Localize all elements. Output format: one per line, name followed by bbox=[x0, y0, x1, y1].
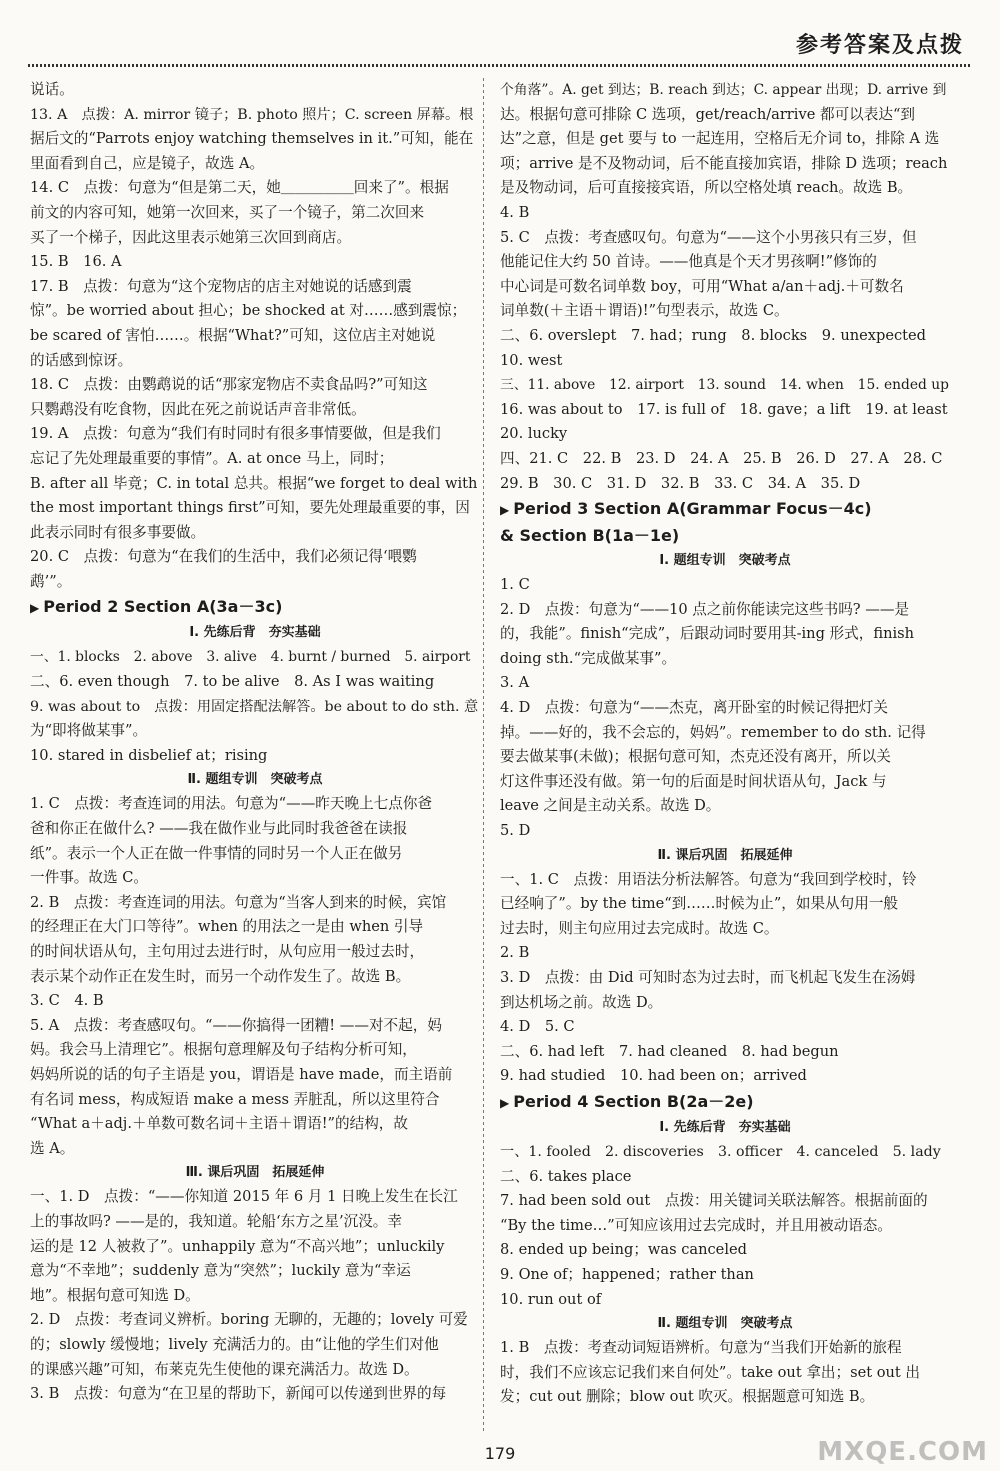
answer-line: 10. stared in disbelief at；rising bbox=[30, 746, 268, 764]
answer-line: 20. C 点拨：句意为“在我们的生活中，我们必须记得‘喂鹦 bbox=[30, 548, 417, 566]
answer-line: 二、6. takes place bbox=[500, 1167, 632, 1185]
answer-line: be scared of 害怕……。根据“What?”可知，这位店主对她说 bbox=[30, 326, 436, 344]
answer-line: 一、1. C 点拨：用语法分析法解答。句意为“我回到学校时，铃 bbox=[500, 870, 917, 888]
subsection-heading: Ⅰ. 先练后背 夯实基础 bbox=[659, 1119, 791, 1135]
answer-line: 一、1. fooled 2. discoveries 3. officer 4. canceled 5. lady bbox=[500, 1143, 941, 1160]
answer-line: 掉。——好的，我不会忘的，妈妈”。remember to do sth. 记得 bbox=[500, 723, 926, 741]
answer-line: 运的是 12 人被救了”。unhappily 意为“不高兴地”；unluckily bbox=[30, 1237, 445, 1255]
answer-line: 29. B 30. C 31. D 32. B 33. C 34. A 35. D bbox=[500, 474, 861, 492]
answer-line: 13. A 点拨：A. mirror 镜子；B. photo 照片；C. screen 屏幕。根 bbox=[30, 106, 474, 123]
answer-line: 的课感兴趣”可知，布莱克先生使他的课充满活力。故选 D。 bbox=[30, 1360, 419, 1378]
answer-line: 二、6. had left 7. had cleaned 8. had begun bbox=[500, 1042, 839, 1060]
answer-line: 19. A 点拨：句意为“我们有时同时有很多事情要做，但是我们 bbox=[30, 425, 441, 443]
section-heading-text: Period 4 Section B(2a－2e) bbox=[513, 1091, 754, 1111]
answer-line: 3. A bbox=[500, 674, 530, 692]
answer-line: 意为“不幸地”；suddenly 意为“突然”；luckily 意为“幸运 bbox=[30, 1262, 411, 1280]
answer-line: “What a＋adj.＋单数可数名词＋主语＋谓语!”的结构，故 bbox=[30, 1115, 408, 1133]
answer-line: 1. C bbox=[500, 576, 530, 594]
subsection-heading: Ⅱ. 课后巩固 拓展延伸 bbox=[657, 847, 793, 863]
answer-line: 14. C 点拨：句意为“但是第二天，她＿＿＿＿＿回来了”。根据 bbox=[30, 179, 449, 197]
section-heading bbox=[500, 1089, 950, 1116]
answer-line: the most important things first”可知，要先处理最重要的事，因 bbox=[30, 499, 470, 517]
answer-line: 上的事故吗? ——是的，我知道。轮船‘东方之星’沉没。幸 bbox=[30, 1212, 402, 1230]
column-divider bbox=[483, 78, 484, 1433]
answer-line: 时，我们不应该忘记我们来自何处”。take out 拿出；set out 出 bbox=[500, 1363, 921, 1381]
answer-line: 纸”。表示一个人正在做一件事情的同时另一个人正在做另 bbox=[30, 844, 403, 862]
answer-line: 5. C 点拨：考查感叹句。句意为“——这个小男孩只有三岁，但 bbox=[500, 228, 917, 246]
answer-line: 买了一个梯子，因此这里表示她第三次回到商店。 bbox=[30, 228, 352, 246]
answer-line: 的，我能”。finish“完成”，后跟动词时要用其-ing 形式，finish bbox=[500, 625, 915, 643]
answer-line: 一件事。故选 C。 bbox=[30, 869, 148, 887]
answer-line: 前文的内容可知，她第一次回来，买了一个镜子，第二次回来 bbox=[30, 203, 425, 221]
answer-line: 鹉’”。 bbox=[30, 572, 72, 590]
answer-line: 3. D 点拨：由 Did 可知时态为过去时，而飞机起飞发生在汤姆 bbox=[500, 969, 916, 986]
answer-line: leave 之间是主动关系。故选 D。 bbox=[500, 797, 721, 815]
answer-line: 1. C 点拨：考查连词的用法。句意为“——昨天晚上七点你爸 bbox=[30, 795, 433, 813]
triangle-icon: ▶ bbox=[500, 1095, 510, 1110]
answer-line: 个角落”。A. get 到达；B. reach 到达；C. appear 出现；D. arrive 到 bbox=[500, 82, 947, 98]
answer-line: 妈妈所说的话的句子主语是 you，谓语是 have made，而主语前 bbox=[30, 1065, 453, 1083]
header-title: 参考答案及点拨 bbox=[795, 33, 964, 58]
answer-line: 此表示同时有很多事要做。 bbox=[30, 523, 206, 541]
answer-line: 16. was about to 17. is full of 18. gave；a lift 19. at least bbox=[500, 400, 948, 418]
answer-line: 为“即将做某事”。 bbox=[30, 722, 148, 740]
answer-line: doing sth.“完成做某事”。 bbox=[500, 649, 677, 667]
answer-line: 忘记了先处理最重要的事情”。A. at once 马上，同时； bbox=[30, 449, 394, 467]
answer-line: 2. D 点拨：考查词义辨析。boring 无聊的，无趣的；lovely 可爱 bbox=[30, 1311, 468, 1329]
triangle-icon: ▶ bbox=[500, 503, 510, 518]
answer-line: 2. B bbox=[500, 944, 530, 962]
answer-line: 4. D 5. C bbox=[500, 1018, 575, 1036]
answer-line: 5. A 点拨：考查感叹句。“——你搞得一团糟! ——对不起，妈 bbox=[30, 1016, 442, 1034]
answer-line: 10. run out of bbox=[500, 1290, 602, 1308]
answer-line: 15. B 16. A bbox=[30, 253, 122, 271]
answer-line: 选 A。 bbox=[30, 1139, 75, 1157]
subsection-heading: Ⅱ. 题组专训 突破考点 bbox=[657, 1316, 793, 1332]
answer-line: 四、21. C 22. B 23. D 24. A 25. B 26. D 27. A 28. C bbox=[500, 449, 943, 467]
answer-line: 20. lucky bbox=[500, 425, 568, 443]
answer-line: 地”。根据句意可知选 D。 bbox=[30, 1286, 200, 1304]
answer-line: 三、11. above 12. airport 13. sound 14. when 15. ended up bbox=[500, 377, 949, 394]
left-column bbox=[30, 78, 480, 1433]
answer-line: 一、1. D 点拨：“——你知道 2015 年 6 月 1 日晚上发生在长江 bbox=[30, 1188, 458, 1206]
section-heading bbox=[500, 496, 950, 523]
answer-line: 有名词 mess，构成短语 make a mess 弄脏乱，所以这里符合 bbox=[30, 1090, 440, 1108]
right-column bbox=[500, 78, 950, 1433]
section-heading-text: Period 3 Section A(Grammar Focus－4c) bbox=[513, 499, 872, 519]
answer-line: 达。根据句意可排除 C 选项，get/reach/arrive 都可以表达“到 bbox=[500, 105, 915, 123]
answer-line: 二、6. overslept 7. had；rung 8. blocks 9. unexpected bbox=[500, 326, 926, 344]
triangle-icon: ▶ bbox=[30, 601, 40, 616]
answer-line: 2. B 点拨：考查连词的用法。句意为“当客人到来的时候，宾馆 bbox=[30, 893, 447, 911]
answer-line: 爸和你正在做什么? ——我在做作业与此同时我爸爸在读报 bbox=[30, 820, 408, 838]
answer-line: 2. D 点拨：句意为“——10 点之前你能读完这些书吗? ——是 bbox=[500, 600, 910, 618]
answer-line: 3. C 4. B bbox=[30, 992, 104, 1010]
answer-line: 5. D bbox=[500, 822, 531, 840]
section-heading bbox=[500, 523, 950, 549]
answer-line: 词单数(＋主语＋谓语)!”句型表示，故选 C。 bbox=[500, 302, 789, 320]
answer-line: 二、6. even though 7. to be alive 8. As I was waiting bbox=[30, 673, 435, 691]
answer-line: 7. had been sold out 点拨：用关键词关联法解答。根据前面的 bbox=[500, 1192, 928, 1210]
answer-line: 表示某个动作正在发生时，而另一个动作发生了。故选 B。 bbox=[30, 967, 411, 985]
answer-line: 一、1. blocks 2. above 3. alive 4. burnt / burned 5. airport bbox=[30, 649, 471, 666]
answer-line: 3. B 点拨：句意为“在卫星的帮助下，新闻可以传递到世界的每 bbox=[30, 1385, 447, 1403]
answer-line: 灯这件事还没有做。第一句的后面是时间状语从句，Jack 与 bbox=[500, 772, 887, 790]
subsection-heading: Ⅰ. 题组专训 突破考点 bbox=[659, 553, 791, 569]
answer-line: 9. was about to 点拨：用固定搭配法解答。be about to do sth. 意 bbox=[30, 698, 479, 715]
answer-line: 9. had studied 10. had been on；arrived bbox=[500, 1067, 807, 1085]
answer-line: 4. B bbox=[500, 203, 530, 221]
answer-line: 的；slowly 缓慢地；lively 充满活力的。由“让他的学生们对他 bbox=[30, 1335, 439, 1353]
section-heading-text: Period 2 Section A(3a－3c) bbox=[43, 597, 283, 617]
subsection-heading: Ⅱ. 题组专训 突破考点 bbox=[187, 772, 323, 788]
subsection-heading: Ⅲ. 课后巩固 拓展延伸 bbox=[185, 1165, 325, 1181]
subsection-heading: Ⅰ. 先练后背 夯实基础 bbox=[189, 625, 321, 641]
answer-line: 17. B 点拨：句意为“这个宠物店的店主对她说的话感到震 bbox=[30, 277, 412, 295]
answer-line: 10. west bbox=[500, 351, 563, 369]
answer-line: 的时间状语从句，主句用过去进行时，从句应用一般过去时， bbox=[30, 943, 425, 960]
answer-line: 过去时，则主句应用过去完成时。故选 C。 bbox=[500, 919, 779, 937]
answer-line: 里面看到自己，应是镜子，故选 A。 bbox=[30, 154, 265, 172]
answer-line: 1. B 点拨：考查动词短语辨析。句意为“当我们开始新的旅程 bbox=[500, 1339, 902, 1357]
answer-line: 要去做某事(未做)；根据句意可知，杰克还没有离开，所以关 bbox=[500, 748, 891, 766]
answer-line: 4. D 点拨：句意为“——杰克，离开卧室的时候记得把灯关 bbox=[500, 699, 888, 717]
answer-line: 惊”。be worried about 担心；be shocked at 对……感到震惊； bbox=[30, 302, 467, 320]
answer-line: 的话感到惊讶。 bbox=[30, 351, 133, 369]
answer-line: 只鹦鹉没有吃食物，因此在死之前说话声音非常低。 bbox=[30, 400, 366, 418]
answer-line: 他能记住大约 50 首诗。——他真是个天才男孩啊!”修饰的 bbox=[500, 253, 877, 271]
answer-line: 的经理正在大门口等待”。when 的用法之一是由 when 引导 bbox=[30, 918, 424, 936]
watermark-logo: MXQE.COM bbox=[817, 1437, 988, 1467]
page-number: 179 bbox=[484, 1444, 516, 1463]
answer-line: 发；cut out 删除；blow out 吹灭。根据题意可知选 B。 bbox=[500, 1388, 875, 1406]
answer-line: “By the time…”可知应该用过去完成时，并且用被动语态。 bbox=[500, 1216, 892, 1234]
header-rule bbox=[28, 64, 972, 67]
answer-line: 据后文的“Parrots enjoy watching themselves in it.”可知，能在 bbox=[30, 130, 474, 148]
section-heading bbox=[30, 594, 480, 621]
answer-line: 是及物动词，后可直接接宾语，所以空格处填 reach。故选 B。 bbox=[500, 179, 913, 197]
answer-line: 18. C 点拨：由鹦鹉说的话“那家宠物店不卖食品吗?”可知这 bbox=[30, 376, 428, 394]
answer-line: 到达机场之前。故选 D。 bbox=[500, 993, 663, 1011]
answer-line: 9. One of；happened；rather than bbox=[500, 1265, 754, 1283]
answer-line: 达”之意，但是 get 要与 to 一起连用，空格后无介词 to，排除 A 选 bbox=[500, 130, 940, 148]
answer-line: 8. ended up being；was canceled bbox=[500, 1241, 747, 1259]
answer-line: 中心词是可数名词单数 boy，可用“What a/an＋adj.＋可数名 bbox=[500, 277, 904, 295]
section-heading-text: & Section B(1a－1e) bbox=[500, 526, 680, 546]
answer-line: 项；arrive 是不及物动词，后不能直接加宾语，排除 D 选项；reach bbox=[500, 154, 948, 172]
answer-line: B. after all 毕竟；C. in total 总共。根据“we forget to deal with bbox=[30, 474, 478, 492]
answer-line: 已经响了”。by the time“到……时候为止”，如果从句用一般 bbox=[500, 895, 899, 913]
answer-line: 说话。 bbox=[30, 81, 74, 98]
answer-line: 妈。我会马上清理它”。根据句意理解及句子结构分析可知， bbox=[30, 1041, 417, 1059]
